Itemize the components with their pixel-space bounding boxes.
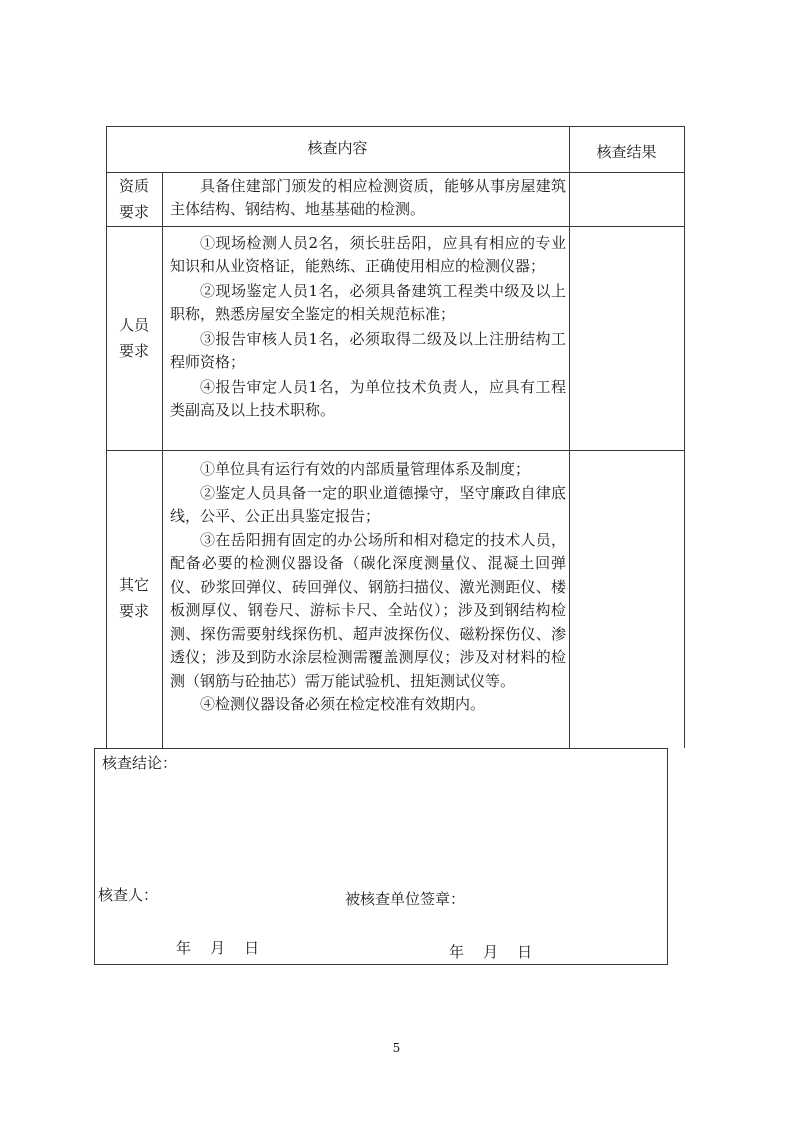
conclusion-border-right xyxy=(667,748,668,964)
personnel-requirements xyxy=(170,232,566,421)
list-item: ①单位具有运行有效的内部质量管理体系及制度； xyxy=(200,460,531,478)
inspector-label: 核查人： xyxy=(98,886,159,904)
table-border-top xyxy=(106,126,684,127)
row-divider xyxy=(106,450,684,451)
qualification-label: 资质 要求 xyxy=(118,177,149,221)
table-border-right xyxy=(684,126,685,748)
qualification-requirement: 具备住建部门颁发的相应检测资质，能够从事房屋建筑主体结构、钢结构、地基基础的检测。 xyxy=(170,177,566,218)
list-item: ②鉴定人员具备一定的职业道德操守，坚守廉政自律底线，公平、公正出具鉴定报告； xyxy=(170,483,566,525)
page-number: 5 xyxy=(392,1041,401,1055)
row-divider xyxy=(106,226,684,227)
other-label: 其它 要求 xyxy=(118,576,149,620)
content-column-header: 核查内容 xyxy=(307,139,368,157)
personnel-label: 人员 要求 xyxy=(118,316,149,360)
row-divider xyxy=(106,172,684,173)
label-column-divider xyxy=(162,172,163,748)
unit-seal-label: 被核查单位签章： xyxy=(345,890,466,908)
unit-date: 年 月 日 xyxy=(449,943,533,961)
list-item: ④报告审定人员1名，为单位技术负责人，应具有工程类副高及以上技术职称。 xyxy=(170,378,566,419)
conclusion-label: 核查结论： xyxy=(102,754,178,772)
list-item: ③报告审核人员1名，必须取得二级及以上注册结构工程师资格； xyxy=(170,330,566,371)
list-item: ③在岳阳拥有固定的办公场所和相对稳定的技术人员，配备必要的检测仪器设备（碳化深度测量仪、混凝土回弹仪、砂浆回弹仪、砖回弹仪、钢筋扫描仪、激光测距仪、楼板测厚仪、钢卷尺、游标卡尺、全站仪）；涉及到钢结构检测、探伤需要射线探伤机、超声波探伤仪、磁粉探伤仪、渗透仪；涉及到防水涂层检测需覆盖测厚仪；涉及对材料的检测（钢筋与砼抽芯）需万能试验机、扭矩测试仪等。 xyxy=(170,530,566,690)
list-item: ④检测仪器设备必须在检定校准有效期内。 xyxy=(200,695,486,713)
other-requirements xyxy=(170,458,566,717)
inspector-date: 年 月 日 xyxy=(176,939,260,957)
list-item: ①现场检测人员2名，须长驻岳阳，应具有相应的专业知识和从业资格证，能熟练、正确使用相应的检测仪器； xyxy=(170,234,566,275)
result-column-divider xyxy=(569,126,570,748)
table-border-left xyxy=(106,126,107,748)
list-item: ②现场鉴定人员1名，必须具备建筑工程类中级及以上职称，熟悉房屋安全鉴定的相关规范标准； xyxy=(170,282,566,323)
row-divider xyxy=(94,748,668,749)
conclusion-border-left xyxy=(94,748,95,964)
result-column-header: 核查结果 xyxy=(596,143,657,161)
table-border-bottom xyxy=(94,964,668,965)
